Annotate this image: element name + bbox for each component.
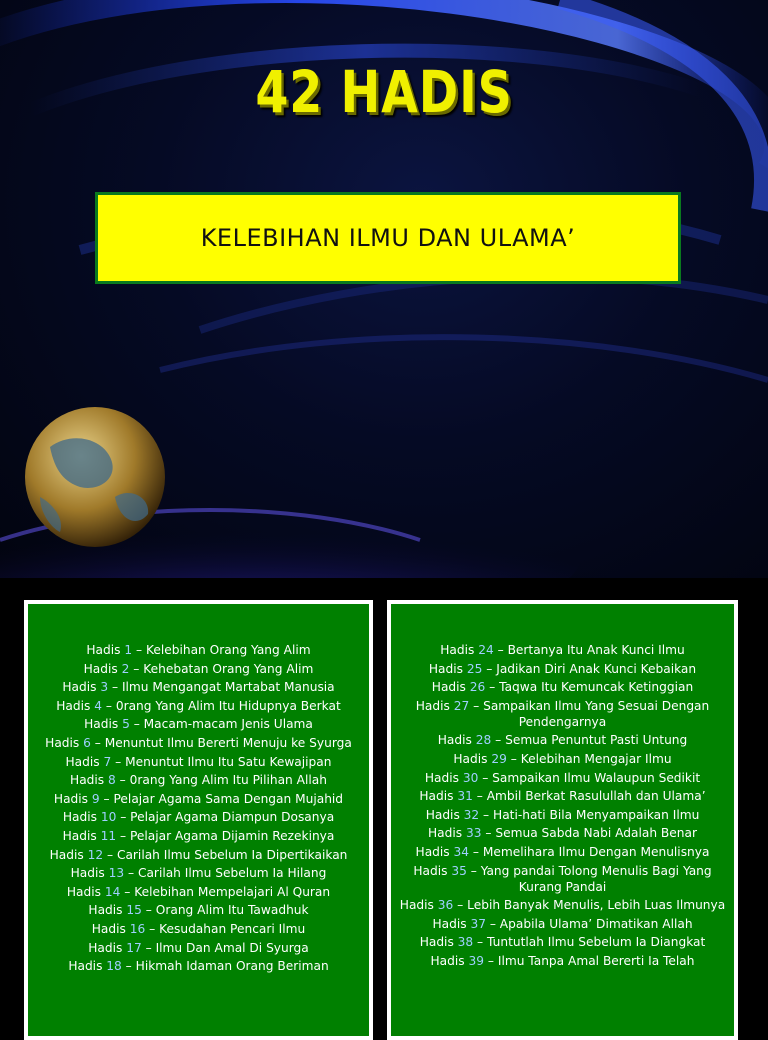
list-item	[391, 897, 734, 913]
hadis-number: 2	[121, 661, 130, 676]
list-item	[28, 661, 369, 677]
hadis-title: 0rang Yang Alim Itu Pilihan Allah	[129, 773, 327, 788]
hadis-number: 11	[100, 828, 117, 843]
separator-dash: –	[103, 847, 117, 862]
separator-dash: –	[129, 661, 144, 676]
list-item	[28, 921, 369, 937]
hadis-label: Hadis	[413, 863, 448, 878]
separator-dash: –	[482, 661, 497, 676]
hadis-label: Hadis	[49, 847, 84, 862]
hadis-title: Kehebatan Orang Yang Alim	[143, 661, 314, 676]
list-item	[391, 732, 734, 748]
list-item	[391, 698, 734, 730]
separator-dash: –	[120, 884, 135, 899]
hadis-label: Hadis	[432, 916, 467, 931]
separator-dash: –	[485, 680, 500, 695]
hadis-title: Pelajar Agama Sama Dengan Mujahid	[113, 791, 344, 806]
page-title: 42 HADIS	[255, 58, 513, 126]
hadis-label: Hadis	[53, 791, 89, 806]
list-item	[28, 884, 369, 900]
hadis-title: Ilmu Tanpa Amal Bererti Ia Telah	[497, 953, 695, 968]
hadis-label: Hadis	[419, 789, 454, 804]
hadis-number: 26	[469, 680, 486, 695]
list-item	[28, 958, 369, 974]
hadis-number: 31	[457, 789, 473, 804]
hadis-label: Hadis	[84, 717, 119, 732]
hadis-label: Hadis	[415, 844, 450, 859]
hadis-title: Carilah Ilmu Sebelum Ia Hilang	[137, 866, 327, 881]
hadis-title: Kelebihan Orang Yang Alim	[145, 643, 311, 657]
list-item	[391, 825, 734, 841]
hadis-label: Hadis	[428, 826, 463, 841]
hadis-number: 10	[100, 810, 117, 825]
list-item	[28, 642, 369, 658]
hadis-number: 34	[453, 844, 470, 859]
separator-dash: –	[129, 717, 144, 732]
separator-dash: –	[473, 935, 488, 950]
hadis-number: 39	[468, 953, 485, 968]
hadis-number: 5	[122, 717, 130, 732]
hadis-title: Memelihara Ilmu Dengan Menulisnya	[482, 844, 710, 859]
list-item	[391, 788, 734, 804]
hadis-number: 37	[470, 916, 486, 931]
separator-dash: –	[478, 770, 493, 785]
list-item	[28, 847, 369, 863]
separator-dash: –	[469, 698, 484, 713]
hadis-label: Hadis	[56, 698, 91, 713]
list-item	[391, 934, 734, 950]
separator-dash: –	[479, 807, 494, 822]
hadis-number: 35	[451, 863, 467, 878]
hadis-title: Yang pandai Tolong Menulis Bagi Yang Kurang Pandai	[480, 863, 712, 894]
separator-dash: –	[453, 898, 468, 913]
hadis-number: 13	[108, 866, 125, 881]
list-item	[28, 902, 369, 918]
hadis-number: 8	[108, 773, 116, 788]
hadis-title: Menuntut Ilmu Bererti Menuju ke Syurga	[104, 735, 352, 750]
hadis-title: Kelebihan Mempelajari Al Quran	[134, 884, 331, 899]
separator-dash: –	[472, 789, 487, 804]
separator-dash: –	[466, 863, 481, 878]
hadis-number: 3	[100, 680, 109, 695]
hadis-number: 15	[126, 903, 142, 918]
list-item	[391, 844, 734, 860]
list-item	[28, 809, 369, 825]
separator-dash: –	[116, 828, 130, 843]
hadis-number: 12	[87, 847, 104, 862]
hadis-label: Hadis	[415, 698, 450, 713]
separator-dash: –	[484, 953, 498, 968]
hadis-number: 7	[103, 754, 112, 769]
hadis-label: Hadis	[424, 770, 459, 785]
hadis-number: 25	[466, 661, 483, 676]
hadis-title: Ambil Berkat Rasulullah dan Ulama’	[486, 789, 706, 804]
hadis-label: Hadis	[86, 643, 121, 657]
separator-dash: –	[132, 643, 146, 657]
separator-dash: –	[108, 680, 122, 695]
hadis-label: Hadis	[431, 680, 466, 695]
list-item	[391, 863, 734, 895]
globe-icon	[20, 402, 170, 552]
hadis-title: Ilmu Dan Amal Di Syurga	[155, 940, 309, 955]
hadis-label: Hadis	[425, 807, 460, 822]
list-item	[391, 916, 734, 932]
hadis-number: 38	[457, 935, 474, 950]
list-item	[28, 698, 369, 714]
hadis-number: 30	[462, 770, 479, 785]
hadis-label: Hadis	[68, 959, 103, 974]
hadis-label: Hadis	[62, 810, 97, 825]
left-hadis-panel	[24, 600, 373, 1040]
separator-dash: –	[99, 791, 114, 806]
hadis-number: 29	[491, 751, 507, 766]
separator-dash: –	[481, 826, 496, 841]
list-item	[391, 953, 734, 969]
hadis-title: Menuntut Ilmu Itu Satu Kewajipan	[125, 754, 332, 769]
list-item	[391, 642, 734, 658]
hadis-label: Hadis	[419, 935, 454, 950]
hadis-title: Sampaikan Ilmu Walaupun Sedikit	[492, 770, 701, 785]
hadis-title: Hikmah Idaman Orang Beriman	[135, 959, 329, 974]
separator-dash: –	[491, 733, 506, 748]
separator-dash: –	[493, 643, 508, 657]
hadis-title: Lebih Banyak Menulis, Lebih Luas Ilmunya	[467, 898, 726, 913]
list-item	[391, 661, 734, 677]
hadis-title: Jadikan Diri Anak Kunci Kebaikan	[496, 661, 697, 676]
hadis-number: 1	[124, 643, 133, 657]
separator-dash: –	[141, 903, 156, 918]
hadis-label: Hadis	[62, 680, 97, 695]
hadis-number: 28	[475, 733, 492, 748]
hadis-number: 6	[83, 735, 91, 750]
separator-dash: –	[101, 698, 116, 713]
hadis-label: Hadis	[45, 735, 80, 750]
hadis-title: Pelajar Agama Dijamin Rezekinya	[129, 828, 335, 843]
separator-dash: –	[111, 754, 126, 769]
hadis-label: Hadis	[70, 866, 105, 881]
separator-dash: –	[506, 751, 521, 766]
separator-dash: –	[141, 940, 156, 955]
list-item	[28, 772, 369, 788]
right-hadis-panel	[387, 600, 738, 1040]
hadis-title: Carilah Ilmu Sebelum Ia Dipertikaikan	[116, 847, 348, 862]
hadis-label: Hadis	[65, 754, 100, 769]
separator-dash: –	[90, 735, 105, 750]
list-item	[391, 770, 734, 786]
separator-dash: –	[121, 959, 136, 974]
hadis-number: 17	[126, 940, 142, 955]
list-item	[28, 791, 369, 807]
hadis-title: Macam-macam Jenis Ulama	[143, 717, 313, 732]
hadis-label: Hadis	[399, 898, 434, 913]
hadis-number: 36	[437, 898, 454, 913]
hadis-number: 32	[463, 807, 480, 822]
hadis-title: Ilmu Mengangat Martabat Manusia	[121, 680, 335, 695]
hadis-number: 27	[453, 698, 470, 713]
list-item	[391, 807, 734, 823]
hadis-number: 14	[104, 884, 121, 899]
list-item	[28, 716, 369, 732]
hadis-number: 33	[466, 826, 482, 841]
hadis-label: Hadis	[453, 751, 488, 766]
list-item	[28, 828, 369, 844]
hadis-title: Hati-hati Bila Menyampaikan Ilmu	[493, 807, 700, 822]
hadis-label: Hadis	[88, 940, 123, 955]
hadis-label: Hadis	[88, 903, 123, 918]
separator-dash: –	[116, 810, 131, 825]
list-item	[28, 754, 369, 770]
hadis-title: Orang Alim Itu Tawadhuk	[155, 903, 309, 918]
separator-dash: –	[469, 844, 483, 859]
list-item	[391, 751, 734, 767]
hadis-number: 4	[94, 698, 102, 713]
hadis-title: Kesudahan Pencari Ilmu	[159, 921, 306, 936]
hadis-number: 9	[91, 791, 100, 806]
hadis-label: Hadis	[437, 733, 472, 748]
hadis-number: 24	[478, 643, 494, 657]
list-item	[391, 679, 734, 695]
hadis-title: Tuntutlah Ilmu Sebelum Ia Diangkat	[487, 935, 706, 950]
hadis-title: Apabila Ulama’ Dimatikan Allah	[499, 916, 693, 931]
hadis-title: 0rang Yang Alim Itu Hidupnya Berkat	[115, 698, 341, 713]
separator-dash: –	[124, 866, 138, 881]
list-item	[28, 735, 369, 751]
hadis-label: Hadis	[66, 884, 101, 899]
separator-dash: –	[145, 921, 160, 936]
hadis-label: Hadis	[428, 661, 463, 676]
list-item	[28, 679, 369, 695]
hadis-title: Semua Penuntut Pasti Untung	[505, 733, 688, 748]
separator-dash: –	[115, 773, 130, 788]
separator-dash: –	[485, 916, 500, 931]
subtitle-box	[95, 192, 681, 284]
hadis-number: 16	[129, 921, 146, 936]
hadis-label: Hadis	[430, 953, 465, 968]
hadis-lists	[0, 578, 768, 1024]
subtitle: KELEBIHAN ILMU DAN ULAMA’	[200, 224, 576, 252]
hadis-title: Taqwa Itu Kemuncak Ketinggian	[499, 680, 694, 695]
hadis-label: Hadis	[83, 661, 118, 676]
hadis-label: Hadis	[440, 643, 475, 657]
hadis-title: Kelebihan Mengajar Ilmu	[520, 751, 672, 766]
hadis-title: Semua Sabda Nabi Adalah Benar	[495, 826, 697, 841]
hadis-title: Pelajar Agama Diampun Dosanya	[130, 810, 335, 825]
hadis-label: Hadis	[91, 921, 126, 936]
hadis-label: Hadis	[62, 828, 97, 843]
list-item	[28, 865, 369, 881]
hadis-title: Sampaikan Ilmu Yang Sesuai Dengan Pendengarnya	[483, 698, 710, 729]
list-item	[28, 940, 369, 956]
hadis-number: 18	[106, 959, 122, 974]
hadis-label: Hadis	[70, 773, 105, 788]
hadis-title: Bertanya Itu Anak Kunci Ilmu	[507, 643, 685, 657]
